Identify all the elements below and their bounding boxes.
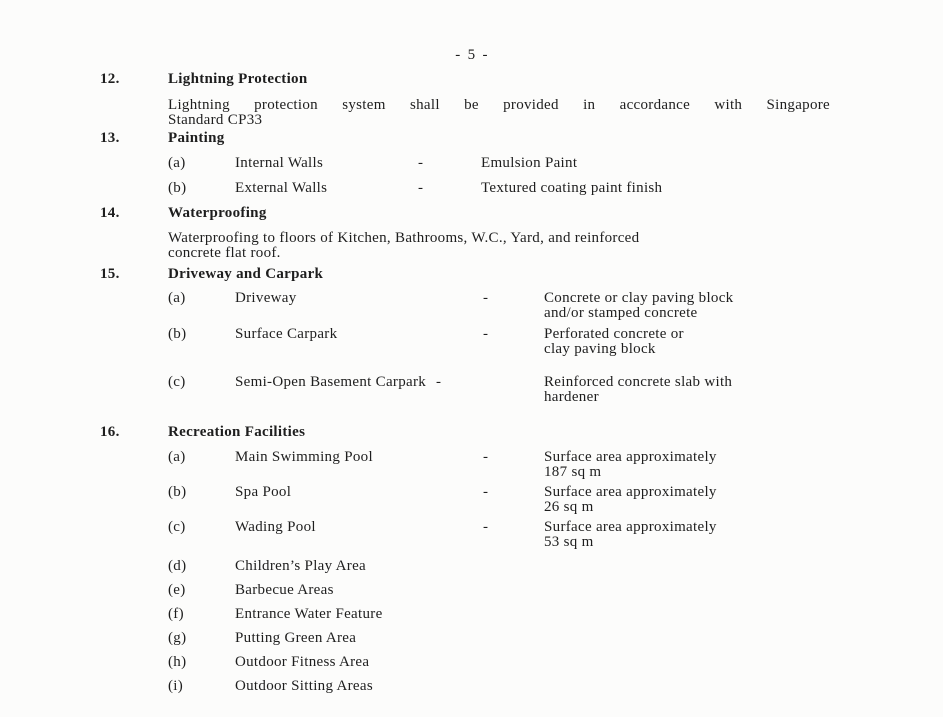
body-line: concrete flat roof. <box>168 245 281 261</box>
item-value-line: Surface area approximately <box>544 519 717 535</box>
item-value <box>544 450 717 480</box>
section-waterproofing <box>100 206 840 261</box>
section-title: Lightning Protection <box>168 71 308 87</box>
item-dash: - <box>418 180 424 196</box>
item-value-line: Reinforced concrete slab with <box>544 374 733 390</box>
item-value: Emulsion Paint <box>481 155 578 171</box>
section-heading <box>100 206 840 221</box>
section-title: Waterproofing <box>168 205 267 221</box>
item-name: Main Swimming Pool <box>235 449 373 465</box>
section-title: Painting <box>168 130 225 146</box>
item-letter: (b) <box>168 484 187 500</box>
item-value <box>544 291 733 321</box>
item-value-line: hardener <box>544 389 599 405</box>
item-value-line: Surface area approximately <box>544 449 717 465</box>
section-recreation-facilities <box>100 425 840 694</box>
item-dash: - <box>483 519 489 535</box>
section-number: 15. <box>100 266 120 282</box>
spec-item-row <box>100 450 840 480</box>
item-letter: (e) <box>168 582 186 598</box>
item-value-line: Surface area approximately <box>544 484 717 500</box>
item-letter: (h) <box>168 654 187 670</box>
item-name: Children’s Play Area <box>235 558 366 574</box>
item-dash: - <box>418 155 424 171</box>
item-name: Wading Pool <box>235 519 316 535</box>
spec-item-row <box>100 327 840 357</box>
item-dash: - <box>483 290 489 306</box>
spec-item-row <box>100 485 840 515</box>
section-lightning-protection <box>100 72 840 128</box>
item-value-line: Concrete or clay paving block <box>544 290 734 306</box>
spec-item-row <box>100 156 840 171</box>
section-heading <box>100 425 840 440</box>
item-value-line: clay paving block <box>544 341 656 357</box>
item-name: Surface Carpark <box>235 326 338 342</box>
section-heading <box>100 72 840 87</box>
item-value-line: 53 sq m <box>544 534 594 550</box>
spec-item-row <box>100 291 840 321</box>
item-name: Outdoor Fitness Area <box>235 654 370 670</box>
item-value <box>544 375 732 405</box>
item-name: Putting Green Area <box>235 630 357 646</box>
item-value <box>544 327 684 357</box>
item-value-line: 187 sq m <box>544 464 602 480</box>
item-letter: (d) <box>168 558 187 574</box>
spec-item-row <box>100 679 840 694</box>
item-letter: (b) <box>168 326 187 342</box>
item-dash: - <box>483 326 489 342</box>
item-dash: - <box>436 374 442 390</box>
section-driveway-carpark <box>100 267 840 405</box>
item-dash: - <box>483 484 489 500</box>
item-letter: (a) <box>168 449 186 465</box>
item-name: Driveway <box>235 290 297 306</box>
item-letter: (f) <box>168 606 184 622</box>
item-name: Spa Pool <box>235 484 292 500</box>
section-number: 13. <box>100 130 120 146</box>
item-value-line: 26 sq m <box>544 499 594 515</box>
spec-item-row <box>100 655 840 670</box>
section-title: Recreation Facilities <box>168 424 306 440</box>
section-number: 12. <box>100 71 120 87</box>
item-name: Entrance Water Feature <box>235 606 383 622</box>
page-number: - 5 - <box>455 47 488 63</box>
body-line: Waterproofing to floors of Kitchen, Bathrooms, W.C., Yard, and reinforced <box>168 230 640 246</box>
item-name: External Walls <box>235 180 328 196</box>
item-letter: (a) <box>168 155 186 171</box>
item-value <box>544 485 717 515</box>
section-body <box>168 231 830 261</box>
section-body <box>168 98 830 128</box>
spec-item-row <box>100 181 840 196</box>
item-value <box>544 520 717 550</box>
section-heading <box>100 267 840 282</box>
item-letter: (a) <box>168 290 186 306</box>
section-heading <box>100 131 840 146</box>
spec-item-row <box>100 559 840 574</box>
spec-item-row <box>100 583 840 598</box>
spec-item-row <box>100 375 840 405</box>
item-name: Semi-Open Basement Carpark <box>235 374 427 390</box>
item-name: Outdoor Sitting Areas <box>235 678 373 694</box>
item-letter: (b) <box>168 180 187 196</box>
item-letter: (c) <box>168 519 186 535</box>
spec-item-row <box>100 607 840 622</box>
section-number: 14. <box>100 205 120 221</box>
section-painting <box>100 131 840 196</box>
section-title: Driveway and Carpark <box>168 266 324 282</box>
body-line: Standard CP33 <box>168 112 263 128</box>
item-value-line: Perforated concrete or <box>544 326 684 342</box>
item-name: Internal Walls <box>235 155 324 171</box>
item-name: Barbecue Areas <box>235 582 334 598</box>
body-line: Lightning protection system shall be provided in accordance with Singapore <box>168 97 830 113</box>
item-letter: (g) <box>168 630 187 646</box>
item-value: Textured coating paint finish <box>481 180 663 196</box>
item-letter: (i) <box>168 678 184 694</box>
item-letter: (c) <box>168 374 186 390</box>
item-value-line: and/or stamped concrete <box>544 305 698 321</box>
spec-item-row <box>100 520 840 550</box>
section-number: 16. <box>100 424 120 440</box>
spec-item-row <box>100 631 840 646</box>
item-dash: - <box>483 449 489 465</box>
